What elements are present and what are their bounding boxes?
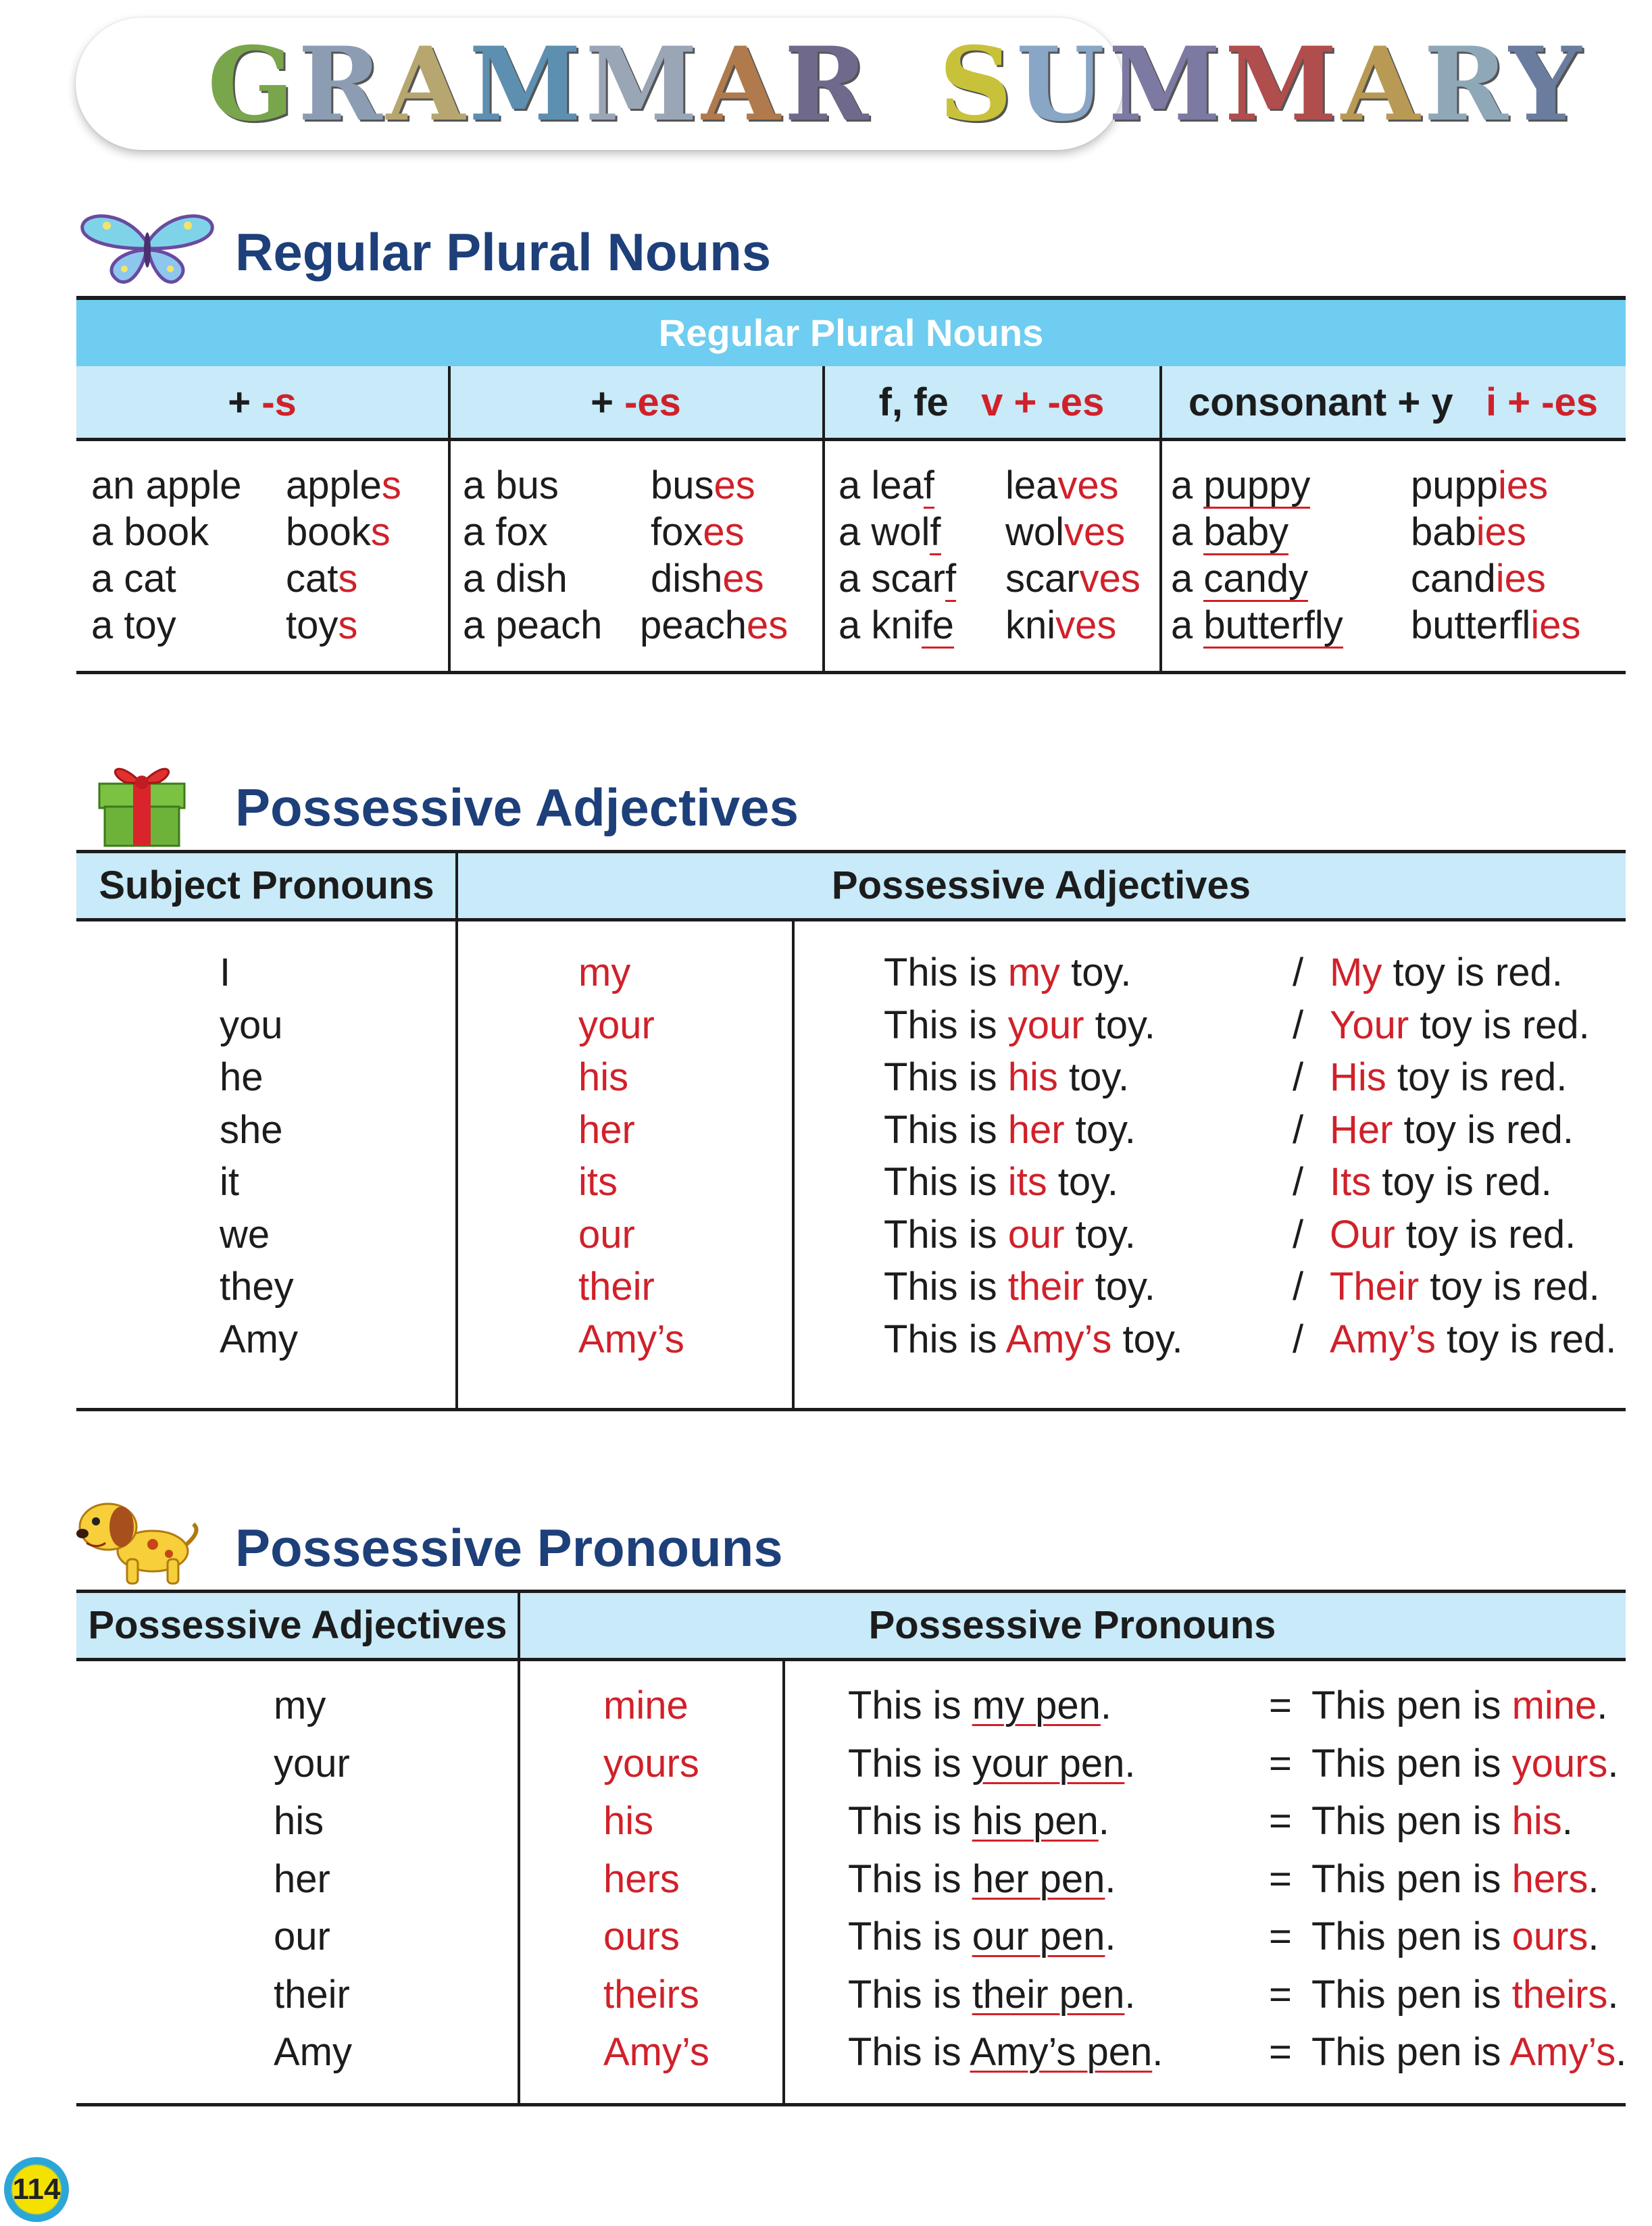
subject-pronoun: he [220, 1055, 264, 1099]
example-sentence-alt: Our toy is red. [1330, 1212, 1576, 1257]
singular-noun: an apple [91, 463, 242, 507]
title-letter: A [1341, 25, 1424, 144]
column-header: + -es [591, 380, 681, 424]
equals-sign: = [1269, 1915, 1292, 1958]
title-letter: R [298, 25, 386, 144]
slash-separator: / [1293, 951, 1304, 994]
page-number: 114 [4, 2157, 69, 2222]
column-header: consonant + y i + -es [1188, 380, 1598, 424]
plural-noun: wolves [1005, 510, 1126, 554]
example-sentence-alt: This pen is hers. [1311, 1856, 1599, 1901]
possessive-adjective: their [274, 1972, 350, 2017]
possessive-adjective: his [578, 1055, 629, 1099]
subject-pronoun: they [220, 1265, 294, 1309]
example-sentence: This is their toy. [884, 1265, 1155, 1309]
gift-icon [91, 751, 193, 847]
title-letter: U [1016, 25, 1109, 144]
title-letter: M [469, 25, 586, 144]
singular-noun: a knife [838, 603, 954, 647]
singular-noun: a butterfly [1171, 603, 1343, 647]
possessive-adjectives-table [76, 850, 1626, 1412]
plural-noun: toys [286, 603, 358, 647]
subject-pronoun: Amy [220, 1317, 298, 1361]
title-banner [76, 18, 1586, 150]
singular-noun: a book [91, 510, 209, 554]
example-sentence-alt: Its toy is red. [1330, 1160, 1552, 1204]
subject-pronoun: it [220, 1160, 239, 1204]
possessive-adjective: my [578, 951, 631, 994]
subject-pronoun: you [220, 1003, 283, 1047]
possessive-adjective: your [578, 1003, 655, 1047]
possessive-pronoun: mine [603, 1684, 689, 1727]
table-title: Regular Plural Nouns [76, 300, 1626, 366]
plural-noun: apples [286, 463, 401, 507]
title-letter: S [938, 25, 1016, 144]
header-subject-pronouns: Subject Pronouns [99, 863, 434, 907]
example-sentence-alt: This pen is his. [1311, 1799, 1573, 1843]
example-sentence: This is Amy’s toy. [884, 1317, 1183, 1361]
example-sentence: This is Amy’s pen. [848, 2030, 1163, 2074]
section-title-regular-plural: Regular Plural Nouns [235, 222, 772, 282]
slash-separator: / [1293, 1003, 1304, 1047]
slash-separator: / [1293, 1212, 1304, 1257]
plural-noun: foxes [651, 510, 745, 554]
example-sentence: This is your toy. [884, 1003, 1155, 1047]
equals-sign: = [1269, 2030, 1292, 2074]
plural-noun: butterflies [1411, 603, 1581, 647]
example-sentence: This is our toy. [884, 1212, 1136, 1257]
example-sentence: This is her toy. [884, 1107, 1136, 1152]
dog-icon [73, 1494, 201, 1588]
example-sentence-alt: This pen is mine. [1311, 1684, 1608, 1727]
singular-noun: a peach [463, 603, 603, 647]
plural-noun: babies [1411, 510, 1526, 554]
example-sentence: This is its toy. [884, 1160, 1118, 1204]
example-sentence-alt: This pen is Amy’s. [1311, 2030, 1627, 2074]
singular-noun: a wolf [838, 510, 941, 554]
possessive-pronoun: his [603, 1799, 654, 1843]
subject-pronoun: I [220, 951, 231, 994]
subject-pronoun: she [220, 1107, 283, 1152]
butterfly-icon [80, 211, 215, 286]
equals-sign: = [1269, 1972, 1292, 2017]
singular-noun: a scarf [838, 557, 957, 601]
page-title [207, 25, 1586, 144]
plural-noun: candies [1411, 557, 1546, 601]
possessive-adjective: my [274, 1684, 326, 1727]
title-letter: M [585, 25, 702, 144]
example-sentence: This is my pen. [848, 1684, 1112, 1727]
example-sentence: This is your pen. [848, 1741, 1136, 1786]
title-letter [872, 25, 911, 144]
section-title-possessive-pronouns: Possessive Pronouns [235, 1518, 783, 1577]
plural-noun: books [286, 510, 391, 554]
example-sentence: This is her pen. [848, 1856, 1116, 1901]
possessive-pronoun: Amy’s [603, 2030, 709, 2074]
example-sentence-alt: Her toy is red. [1330, 1107, 1574, 1152]
slash-separator: / [1293, 1107, 1304, 1152]
title-letter: R [1424, 25, 1509, 144]
possessive-adjective: Amy [274, 2030, 352, 2074]
singular-noun: a puppy [1171, 463, 1311, 507]
slash-separator: / [1293, 1265, 1304, 1309]
regular-plural-table [76, 296, 1626, 674]
singular-noun: a dish [463, 557, 568, 601]
plural-noun: peaches [640, 603, 789, 647]
title-letter: A [386, 25, 470, 144]
example-sentence-alt: This pen is yours. [1311, 1741, 1619, 1786]
singular-noun: a candy [1171, 557, 1309, 601]
possessive-pronoun: theirs [603, 1972, 699, 2017]
example-sentence-alt: This pen is theirs. [1311, 1972, 1619, 2017]
plural-noun: cats [286, 557, 358, 601]
example-sentence: This is their pen. [848, 1972, 1136, 2017]
singular-noun: a bus [463, 463, 559, 507]
possessive-adjective: our [274, 1915, 330, 1958]
example-sentence-alt: His toy is red. [1330, 1055, 1568, 1099]
plural-noun: knives [1005, 603, 1117, 647]
possessive-pronouns-table [76, 1590, 1626, 2107]
plural-noun: buses [651, 463, 755, 507]
subject-pronoun: we [220, 1212, 270, 1257]
example-sentence: This is his toy. [884, 1055, 1130, 1099]
title-letter: R [784, 25, 873, 144]
example-sentence: This is our pen. [848, 1915, 1116, 1958]
header-possessive-adjectives-2: Possessive Adjectives [88, 1603, 507, 1647]
singular-noun: a toy [91, 603, 176, 647]
plural-noun: leaves [1005, 463, 1119, 507]
example-sentence-alt: Amy’s toy is red. [1330, 1317, 1617, 1361]
slash-separator: / [1293, 1160, 1304, 1204]
possessive-adjective: his [274, 1799, 324, 1843]
equals-sign: = [1269, 1856, 1292, 1901]
possessive-adjective: our [578, 1212, 635, 1257]
possessive-adjective: your [274, 1741, 350, 1786]
plural-noun: scarves [1005, 557, 1141, 601]
header-possessive-adjectives: Possessive Adjectives [831, 863, 1251, 907]
possessive-adjective: its [578, 1160, 618, 1204]
example-sentence-alt: This pen is ours. [1311, 1915, 1599, 1958]
plural-noun: puppies [1411, 463, 1549, 507]
equals-sign: = [1269, 1684, 1292, 1727]
equals-sign: = [1269, 1799, 1292, 1843]
singular-noun: a cat [91, 557, 176, 601]
singular-noun: a fox [463, 510, 548, 554]
example-sentence: This is my toy. [884, 951, 1132, 994]
possessive-adjective: her [578, 1107, 635, 1152]
possessive-pronoun: hers [603, 1856, 680, 1901]
singular-noun: a leaf [838, 463, 934, 507]
singular-noun: a baby [1171, 510, 1289, 554]
example-sentence-alt: My toy is red. [1330, 951, 1563, 994]
possessive-adjective: Amy’s [578, 1317, 684, 1361]
title-letter: G [207, 25, 299, 144]
column-header: f, fe v + -es [878, 380, 1105, 424]
possessive-pronoun: ours [603, 1915, 680, 1958]
possessive-adjective: her [274, 1856, 330, 1901]
possessive-adjective: their [578, 1265, 655, 1309]
header-possessive-pronouns: Possessive Pronouns [868, 1603, 1276, 1647]
section-title-possessive-adjectives: Possessive Adjectives [235, 778, 799, 837]
possessive-pronoun: yours [603, 1741, 699, 1786]
slash-separator: / [1293, 1317, 1304, 1361]
example-sentence-alt: Your toy is red. [1330, 1003, 1590, 1047]
equals-sign: = [1269, 1741, 1292, 1786]
title-letter: A [701, 25, 784, 144]
plural-noun: dishes [651, 557, 764, 601]
column-header: + -s [228, 380, 297, 424]
title-letter: Y [1509, 25, 1586, 144]
title-letter: M [1108, 25, 1225, 144]
example-sentence: This is his pen. [848, 1799, 1109, 1843]
example-sentence-alt: Their toy is red. [1330, 1265, 1600, 1309]
slash-separator: / [1293, 1055, 1304, 1099]
title-letter: M [1224, 25, 1341, 144]
